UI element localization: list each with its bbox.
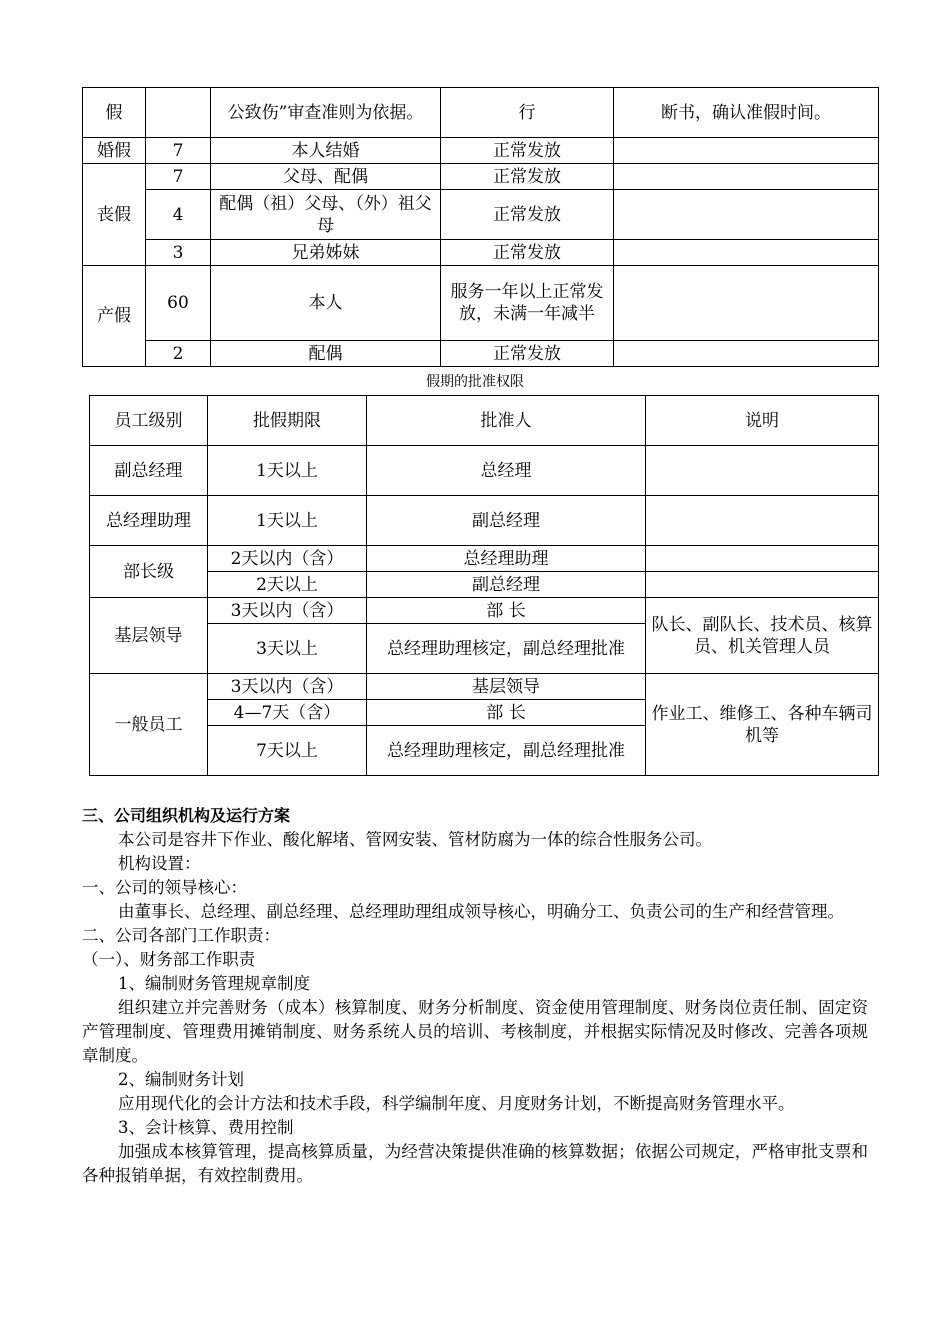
cell: 正常发放 xyxy=(441,190,614,240)
cell: 婚假 xyxy=(83,138,146,164)
paragraph: 组织建立并完善财务（成本）核算制度、财务分析制度、资金使用管理制度、财务岗位责任制、固定资产管理制度、管理费用摊销制度、财务系统人员的培训、考核制度，并根据实际情况及时修改、完善各项规章制度。 xyxy=(82,998,868,1065)
cell: 2天以内（含） xyxy=(208,546,367,572)
cell: 本人结婚 xyxy=(211,138,441,164)
table-row xyxy=(83,341,879,367)
cell: 部长级 xyxy=(90,546,208,598)
cell: 假 xyxy=(83,88,146,138)
cell: 4 xyxy=(146,190,211,240)
cell: 丧假 xyxy=(83,164,146,266)
cell: 产假 xyxy=(83,266,146,367)
header-cell: 说明 xyxy=(646,396,879,446)
cell: 2天以上 xyxy=(208,572,367,598)
cell xyxy=(614,266,879,341)
cell xyxy=(614,341,879,367)
cell: 1天以上 xyxy=(208,446,367,496)
table-row xyxy=(90,546,879,572)
cell: 基层领导 xyxy=(90,598,208,674)
paragraph: 2、编制财务计划 xyxy=(118,1070,244,1089)
paragraph: 加强成本核算管理，提高核算质量，为经营决策提供准确的核算数据；依据公司规定，严格审批支票和各种报销单据，有效控制费用。 xyxy=(82,1142,868,1185)
cell: 正常发放 xyxy=(441,341,614,367)
approval-table-caption: 假期的批准权限 xyxy=(426,374,524,390)
section-heading: 三、公司组织机构及运行方案 xyxy=(82,806,291,825)
paragraph: 二、公司各部门工作职责： xyxy=(82,926,280,945)
cell xyxy=(614,138,879,164)
leave-type-table xyxy=(82,87,879,367)
cell xyxy=(646,546,879,572)
paragraph: 3、会计核算、费用控制 xyxy=(118,1118,294,1137)
cell: 总经理 xyxy=(367,446,646,496)
cell: 公致伤”审查准则为依据。 xyxy=(211,88,441,138)
cell: 副总经理 xyxy=(90,446,208,496)
cell: 总经理助理 xyxy=(367,546,646,572)
cell: 60 xyxy=(146,266,211,341)
cell: 3天以上 xyxy=(208,624,367,674)
cell xyxy=(646,496,879,546)
table-row xyxy=(83,190,879,240)
cell: 7 xyxy=(146,164,211,190)
cell: 一般员工 xyxy=(90,674,208,776)
cell: 7 xyxy=(146,138,211,164)
cell: 7天以上 xyxy=(208,726,367,776)
cell: 2 xyxy=(146,341,211,367)
header-cell: 员工级别 xyxy=(90,396,208,446)
header-cell: 批准人 xyxy=(367,396,646,446)
cell: 3天以内（含） xyxy=(208,598,367,624)
cell: 断书，确认准假时间。 xyxy=(614,88,879,138)
cell: 行 xyxy=(441,88,614,138)
cell: 总经理助理核定，副总经理批准 xyxy=(367,726,646,776)
cell: 父母、配偶 xyxy=(211,164,441,190)
cell xyxy=(614,190,879,240)
cell xyxy=(614,164,879,190)
cell: 3 xyxy=(146,240,211,266)
cell: 正常发放 xyxy=(441,164,614,190)
cell xyxy=(146,88,211,138)
table-row xyxy=(83,88,879,138)
cell: 配偶（祖）父母、（外）祖父母 xyxy=(211,190,441,240)
paragraph: 一、公司的领导核心： xyxy=(82,878,247,897)
cell: 副总经理 xyxy=(367,572,646,598)
cell: 总经理助理 xyxy=(90,496,208,546)
cell: 正常发放 xyxy=(441,240,614,266)
approval-authority-table xyxy=(89,395,879,776)
paragraph: 应用现代化的会计方法和技术手段，科学编制年度、月度财务计划，不断提高财务管理水平。 xyxy=(118,1094,795,1113)
cell: 1天以上 xyxy=(208,496,367,546)
table-row xyxy=(83,240,879,266)
paragraph: 由董事长、总经理、副总经理、总经理助理组成领导核心，明确分工、负责公司的生产和经营管理。 xyxy=(118,902,844,921)
cell: 兄弟姊妹 xyxy=(211,240,441,266)
cell xyxy=(646,572,879,598)
cell xyxy=(646,446,879,496)
cell: 部 长 xyxy=(367,598,646,624)
cell: 服务一年以上正常发放，未满一年减半 xyxy=(441,266,614,341)
table-row xyxy=(83,164,879,190)
cell: 总经理助理核定，副总经理批准 xyxy=(367,624,646,674)
paragraph: （一）、财务部工作职责 xyxy=(82,950,256,969)
header-cell: 批假期限 xyxy=(208,396,367,446)
paragraph: 1、编制财务管理规章制度 xyxy=(118,974,310,993)
table-row xyxy=(90,572,879,598)
cell: 副总经理 xyxy=(367,496,646,546)
table-row xyxy=(90,496,879,546)
cell: 配偶 xyxy=(211,341,441,367)
cell xyxy=(614,240,879,266)
table-row xyxy=(90,446,879,496)
cell: 基层领导 xyxy=(367,674,646,700)
table-row xyxy=(83,138,879,164)
cell: 4—7天（含） xyxy=(208,700,367,726)
cell: 本人 xyxy=(211,266,441,341)
cell: 队长、副队长、技术员、核算员、机关管理人员 xyxy=(646,598,879,674)
cell: 作业工、维修工、各种车辆司机等 xyxy=(646,674,879,776)
cell: 3天以内（含） xyxy=(208,674,367,700)
table-row xyxy=(83,266,879,341)
table-row xyxy=(90,598,879,624)
cell: 部 长 xyxy=(367,700,646,726)
table-row xyxy=(90,674,879,700)
paragraph: 本公司是容井下作业、酸化解堵、管网安装、管材防腐为一体的综合性服务公司。 xyxy=(118,830,712,849)
paragraph: 机构设置： xyxy=(118,854,201,873)
body-text xyxy=(82,804,868,1188)
cell: 正常发放 xyxy=(441,138,614,164)
table-header-row xyxy=(90,396,879,446)
